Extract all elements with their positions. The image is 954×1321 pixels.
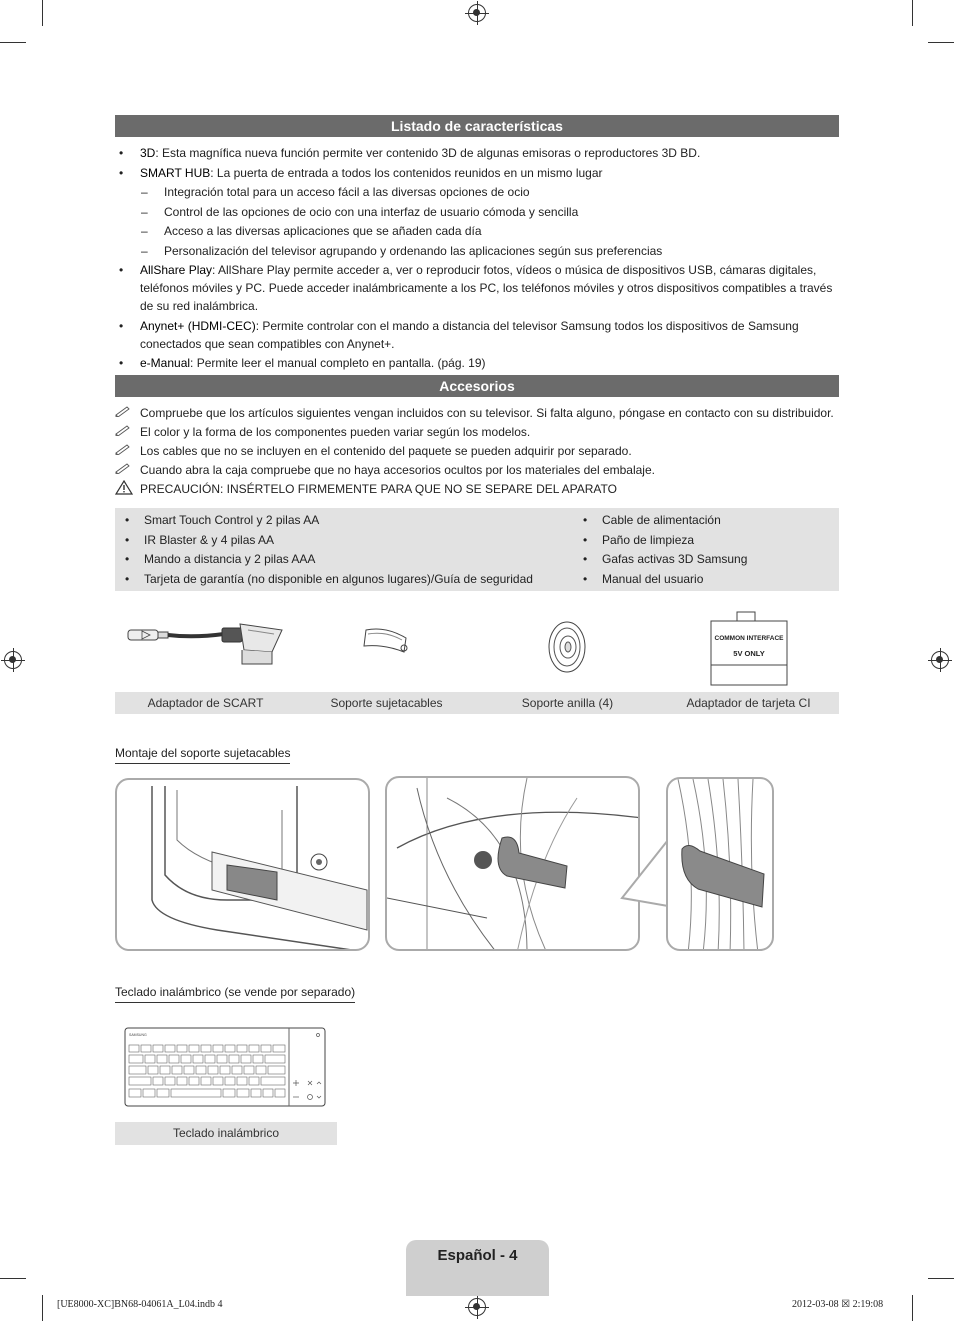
accessories-box: [115, 508, 839, 591]
registration-mark-icon: [468, 4, 486, 22]
accessory-item: • IR Blaster & y 4 pilas AA: [125, 531, 533, 551]
crop-mark: [928, 1278, 954, 1279]
crop-mark: [42, 1295, 43, 1321]
caution-item: PRECAUCIÓN: INSÉRTELO FIRMEMENTE PARA QUE NO SE SEPARE DEL APARATO: [115, 480, 839, 498]
features-list: [115, 144, 839, 374]
feature-smart-hub: • SMART HUB: La puerta de entrada a todos los contenidos reunidos en un mismo lugar: [115, 164, 839, 182]
mount-illustration-step2: [385, 776, 640, 951]
note-item: Los cables que no se incluyen en el contenido del paquete se pueden adquirir por separado.: [115, 442, 839, 460]
accessories-header: Accesorios: [115, 375, 839, 397]
scart-adapter-image: [124, 612, 286, 672]
accessory-item: • Mando a distancia y 2 pilas AAA: [125, 550, 533, 570]
crop-mark: [912, 1295, 913, 1321]
smart-hub-subitem: – Personalización del televisor agrupando y ordenando las aplicaciones según sus preferencias: [115, 242, 839, 260]
accessory-item: • Tarjeta de garantía (no disponible en algunos lugares)/Guía de seguridad: [125, 570, 533, 590]
file-slug: [UE8000-XC]BN68-04061A_L04.indb 4: [57, 1299, 223, 1310]
zoom-callout-pointer: [620, 838, 670, 908]
ci-card-voltage: 5V ONLY: [733, 649, 765, 658]
accessories-notes: [115, 404, 839, 499]
cable-holder-image: [360, 624, 412, 660]
ring-holder-image: [546, 620, 588, 674]
page-number-tab: Español - 4: [406, 1240, 549, 1296]
note-pencil-icon: [115, 443, 131, 455]
caption-ring-holder: Soporte anilla (4): [477, 692, 658, 714]
features-header: Listado de características: [115, 115, 839, 137]
accessory-item: • Smart Touch Control y 2 pilas AA: [125, 511, 533, 531]
accessory-item: • Cable de alimentación: [583, 511, 747, 531]
registration-mark-icon: [468, 1298, 486, 1316]
crop-mark: [0, 1278, 26, 1279]
mount-illustration-zoom: [666, 777, 774, 951]
registration-mark-icon: [931, 651, 949, 669]
accessory-item: • Gafas activas 3D Samsung: [583, 550, 747, 570]
accessories-left-list: [125, 511, 533, 589]
warning-triangle-icon: [115, 480, 133, 495]
keyboard-caption: Teclado inalámbrico: [115, 1122, 337, 1145]
note-item: Compruebe que los artículos siguientes vengan incluidos con su televisor. Si falta alguno, póngase en contacto con su distribuidor.: [115, 404, 839, 422]
ci-card-label: COMMON INTERFACE: [714, 635, 784, 642]
registration-mark-icon: [4, 651, 22, 669]
keyboard-brand: SAMSUNG: [129, 1033, 147, 1037]
feature-anynet: • Anynet+ (HDMI-CEC): Permite controlar con el mando a distancia del televisor Samsung todos los dispositivos de Samsung conectados que sean compatibles con Anynet+.: [115, 317, 839, 353]
crop-mark: [42, 0, 43, 26]
note-item: Cuando abra la caja compruebe que no haya accesorios ocultos por los materiales del embalaje.: [115, 461, 839, 479]
note-pencil-icon: [115, 405, 131, 417]
mount-illustration-step1: [115, 778, 370, 951]
note-pencil-icon: [115, 424, 131, 436]
accessory-item: • Paño de limpieza: [583, 531, 747, 551]
caption-cable-holder: Soporte sujetacables: [296, 692, 477, 714]
smart-hub-subitem: – Control de las opciones de ocio con una interfaz de usuario cómoda y sencilla: [115, 203, 839, 221]
cable-mount-title: Montaje del soporte sujetacables: [115, 746, 290, 764]
note-pencil-icon: [115, 462, 131, 474]
keyboard-title: Teclado inalámbrico (se vende por separado): [115, 985, 355, 1003]
crop-mark: [912, 0, 913, 26]
caption-ci-card: Adaptador de tarjeta CI: [658, 692, 839, 714]
feature-emanual: • e-Manual: Permite leer el manual completo en pantalla. (pág. 19): [115, 354, 839, 372]
smart-hub-subitem: – Integración total para un acceso fácil a las diversas opciones de ocio: [115, 183, 839, 201]
feature-3d: • 3D: Esta magnífica nueva función permite ver contenido 3D de algunas emisoras o reproductores 3D BD.: [115, 144, 839, 162]
caption-scart: Adaptador de SCART: [115, 692, 296, 714]
date-slug: 2012-03-08 ☒ 2:19:08: [792, 1299, 884, 1310]
smart-hub-subitem: – Acceso a las diversas aplicaciones que se añaden cada día: [115, 222, 839, 240]
crop-mark: [928, 42, 954, 43]
crop-mark: [0, 42, 26, 43]
feature-allshare: • AllShare Play: AllShare Play permite acceder a, ver o reproducir fotos, vídeos o música de dispositivos USB, cámaras digitales, teléfonos móviles y PC. Puede acceder inalámbricamente a los PC, los teléfonos móviles y otros dispositivos compatibles a través de su red inalámbrica.: [115, 261, 839, 315]
note-item: El color y la forma de los componentes pueden variar según los modelos.: [115, 423, 839, 441]
wireless-keyboard-image: [124, 1027, 327, 1109]
accessories-right-list: [583, 511, 747, 589]
ci-card-adapter-image: [709, 611, 789, 687]
accessory-item: • Manual del usuario: [583, 570, 747, 590]
